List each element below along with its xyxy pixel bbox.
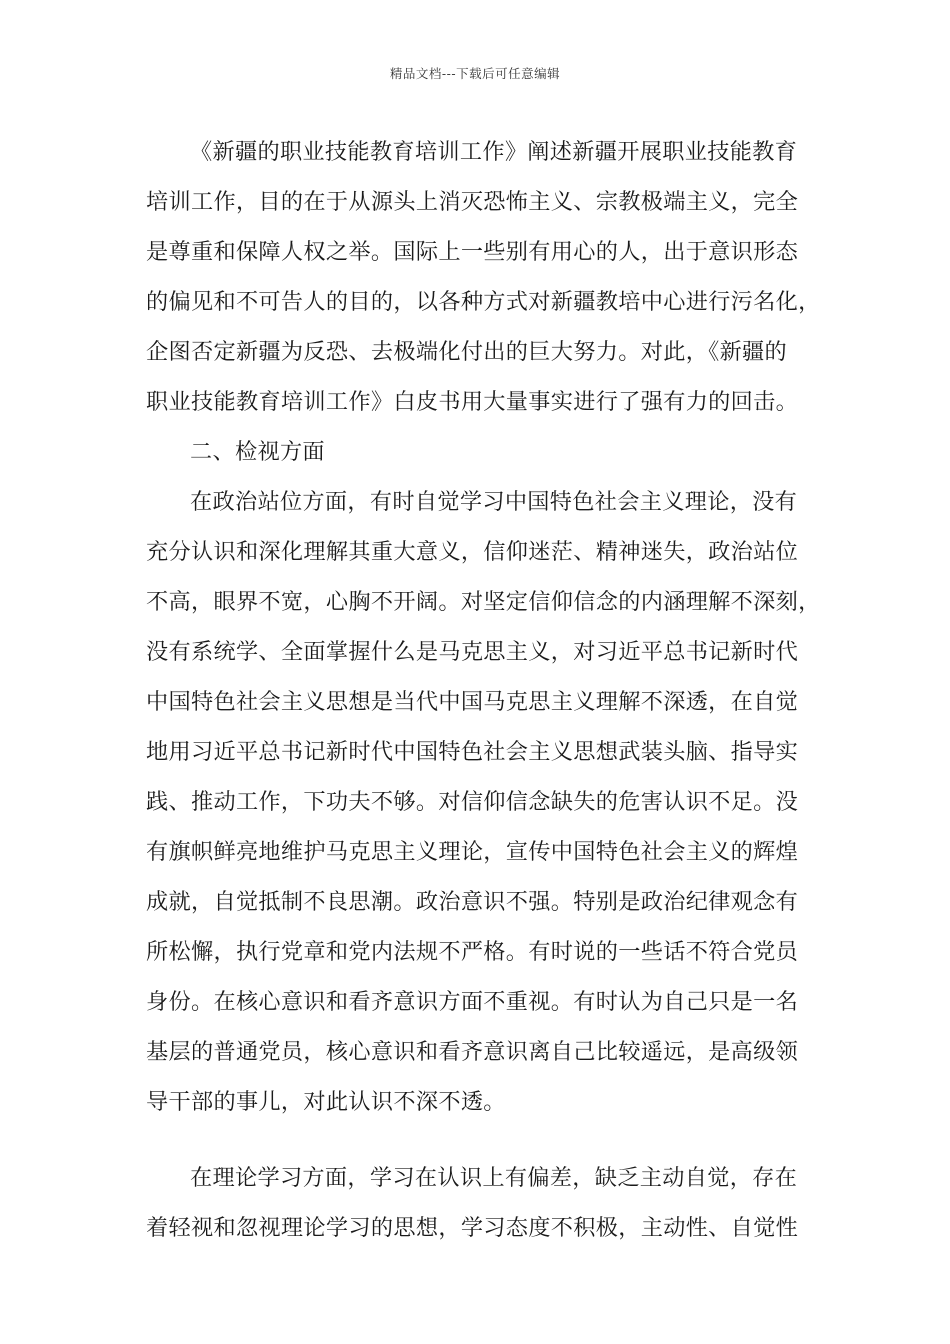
text-line: 践、推动工作，下功夫不够。对信仰信念缺失的危害认识不足。没 (146, 789, 799, 815)
paragraph-intro (146, 131, 821, 431)
text-line: 身份。在核心意识和看齐意识方面不重视。有时认为自己只是一名 (146, 989, 799, 1015)
paragraph-political-stance (146, 481, 821, 1131)
paragraph-gap (146, 1131, 812, 1157)
paragraph-theory-study (146, 1157, 812, 1257)
text-line: 职业技能教育培训工作》白皮书用大量事实进行了强有力的回击。 (146, 389, 799, 415)
text-line: 有旗帜鲜亮地维护马克思主义理论，宣传中国特色社会主义的辉煌 (146, 839, 799, 865)
text-line: 中国特色社会主义思想是当代中国马克思主义理解不深透，在自觉 (146, 689, 799, 715)
text-line: 着轻视和忽视理论学习的思想，学习态度不积极，主动性、自觉性 (146, 1215, 799, 1241)
text-line: 《新疆的职业技能教育培训工作》阐述新疆开展职业技能教育 (190, 139, 798, 165)
text-line: 成就，自觉抵制不良思潮。政治意识不强。特别是政治纪律观念有 (146, 889, 799, 915)
text-line: 培训工作，目的在于从源头上消灭恐怖主义、宗教极端主义，完全 (146, 189, 799, 215)
document-body (146, 131, 821, 1257)
heading-line: 二、检视方面 (190, 439, 325, 465)
text-line: 没有系统学、全面掌握什么是马克思主义，对习近平总书记新时代 (146, 639, 799, 665)
text-line: 的偏见和不可告人的目的，以各种方式对新疆教培中心进行污名化， (146, 289, 821, 315)
text-line: 基层的普通党员，核心意识和看齐意识离自己比较遥远，是高级领 (146, 1039, 799, 1065)
text-line: 在政治站位方面，有时自觉学习中国特色社会主义理论，没有 (190, 489, 798, 515)
text-line: 导干部的事儿，对此认识不深不透。 (146, 1089, 506, 1115)
text-line: 地用习近平总书记新时代中国特色社会主义思想武装头脑、指导实 (146, 739, 799, 765)
text-line: 在理论学习方面，学习在认识上有偏差，缺乏主动自觉，存在 (190, 1165, 798, 1191)
text-line: 充分认识和深化理解其重大意义，信仰迷茫、精神迷失，政治站位 (146, 539, 799, 565)
text-line: 是尊重和保障人权之举。国际上一些别有用心的人，出于意识形态 (146, 239, 799, 265)
text-line: 所松懈，执行党章和党内法规不严格。有时说的一些话不符合党员 (146, 939, 799, 965)
text-line: 不高，眼界不宽，心胸不开阔。对坚定信仰信念的内涵理解不深刻， (146, 589, 821, 615)
section-heading (146, 431, 812, 481)
page-header: 精品文档---下载后可任意编辑 (389, 66, 561, 81)
text-line: 企图否定新疆为反恐、去极端化付出的巨大努力。对此，《新疆的 (146, 339, 788, 365)
